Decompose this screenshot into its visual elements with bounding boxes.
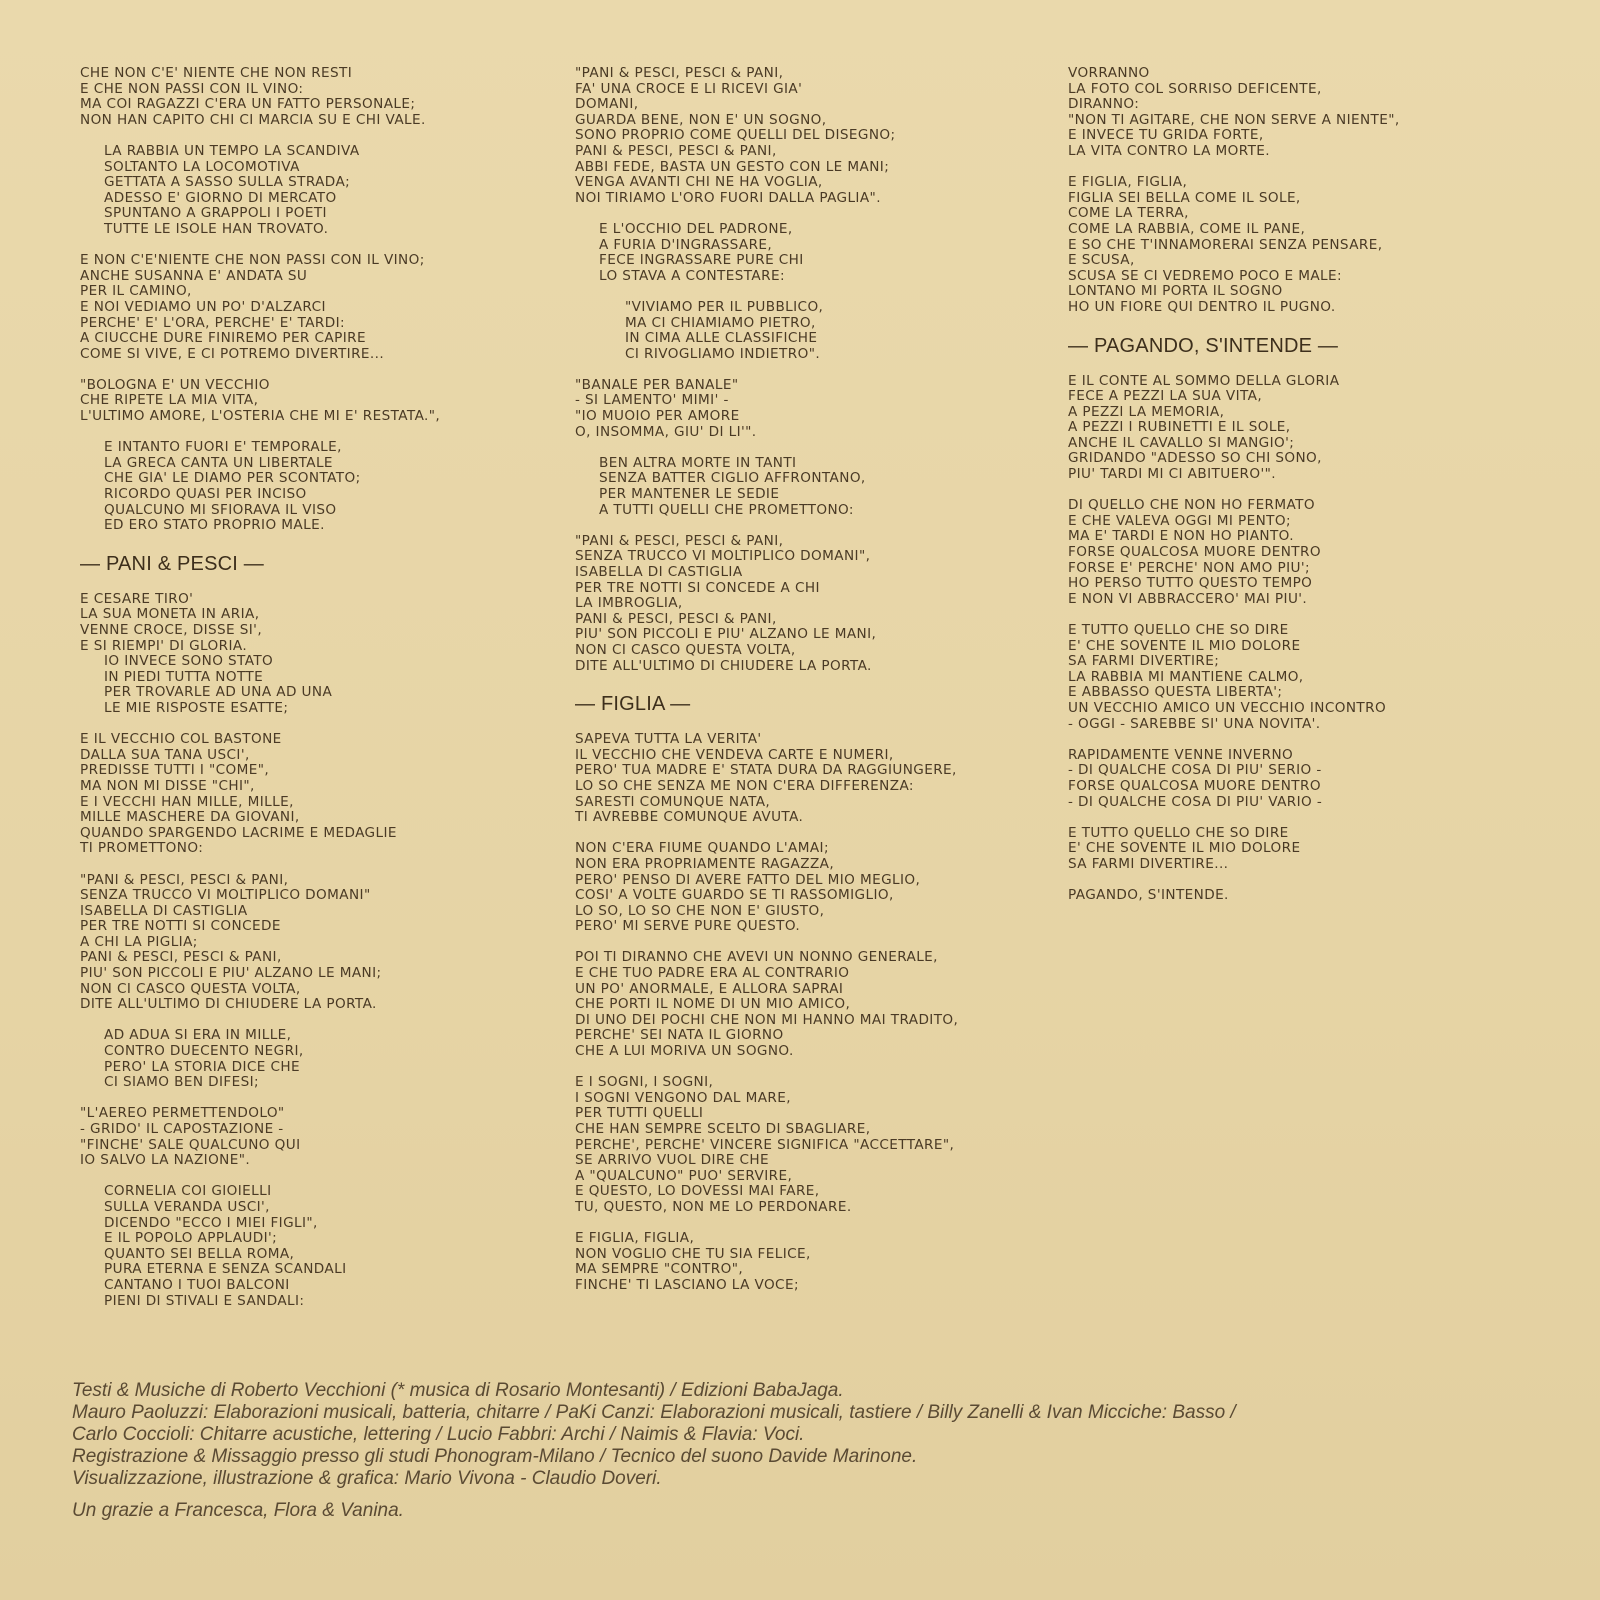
lyric-line: FECE INGRASSARE PURE CHI: [599, 252, 804, 269]
lyric-line: - SI LAMENTO' MIMI' -: [575, 392, 729, 409]
lyric-line: TI AVREBBE COMUNQUE AVUTA.: [575, 809, 804, 826]
lyric-line: SE ARRIVO VUOL DIRE CHE: [575, 1152, 769, 1169]
lyric-line: PERO' LA STORIA DICE CHE: [104, 1058, 300, 1075]
stanza: [575, 222, 1035, 284]
lyric-line: NON CI CASCO QUESTA VOLTA,: [80, 980, 301, 997]
lyric-line: "PANI & PESCI, PESCI & PANI,: [575, 532, 784, 549]
stanza: [575, 1075, 1035, 1215]
lyric-line: E NOI VEDIAMO UN PO' D'ALZARCI: [80, 298, 326, 315]
lyric-line: E SCUSA,: [1068, 252, 1135, 269]
lyric-line: "VIVIAMO PER IL PUBBLICO,: [625, 298, 824, 315]
lyric-line: SOLTANTO LA LOCOMOTIVA: [104, 158, 300, 175]
stanza: [1068, 888, 1548, 904]
lyric-line: MA SEMPRE "CONTRO",: [575, 1261, 744, 1278]
stanza: [80, 253, 550, 362]
lyric-line: E TUTTO QUELLO CHE SO DIRE: [1068, 824, 1289, 841]
stanza: [80, 873, 550, 1013]
lyric-line: CHE GIA' LE DIAMO PER SCONTATO;: [104, 470, 361, 487]
stanza: [1068, 175, 1548, 315]
lyric-line: PANI & PESCI, PESCI & PANI,: [575, 142, 777, 159]
lyric-line: SCUSA SE CI VEDREMO POCO E MALE:: [1068, 267, 1342, 284]
stanza: [80, 144, 550, 238]
lyric-line: CI RIVOGLIAMO INDIETRO".: [625, 345, 821, 362]
lyric-line: LA GRECA CANTA UN LIBERTALE: [104, 454, 333, 471]
lyric-line: UN PO' ANORMALE, E ALLORA SAPRAI: [575, 980, 844, 997]
lyric-line: SULLA VERANDA USCI',: [104, 1198, 270, 1215]
lyric-line: ADESSO E' GIORNO DI MERCATO: [104, 189, 337, 206]
stanza: [80, 1028, 550, 1090]
lyric-line: LA RABBIA UN TEMPO LA SCANDIVA: [104, 142, 360, 159]
lyric-line: PIU' SON PICCOLI E PIU' ALZANO LE MANI,: [575, 626, 877, 643]
lyric-line: A CIUCCHE DURE FINIREMO PER CAPIRE: [80, 330, 366, 347]
lyric-line: ED ERO STATO PROPRIO MALE.: [104, 517, 325, 534]
stanza: [80, 732, 550, 857]
lyric-line: SENZA TRUCCO VI MOLTIPLICO DOMANI": [80, 887, 371, 904]
lyric-line: O, INSOMMA, GIU' DI LI'".: [575, 423, 757, 440]
lyric-line: "BANALE PER BANALE": [575, 376, 739, 393]
lyric-line: PER TROVARLE AD UNA AD UNA: [104, 684, 333, 701]
lyric-line: HO UN FIORE QUI DENTRO IL PUGNO.: [1068, 298, 1336, 315]
lyric-line: E FIGLIA, FIGLIA,: [575, 1230, 695, 1247]
lyric-line: UN VECCHIO AMICO UN VECCHIO INCONTRO: [1068, 699, 1387, 716]
lyric-line: PERCHE', PERCHE' VINCERE SIGNIFICA "ACCETTARE",: [575, 1136, 955, 1153]
stanza: [575, 1231, 1035, 1293]
lyric-line: PERO' TUA MADRE E' STATA DURA DA RAGGIUNGERE,: [575, 762, 957, 779]
lyric-line: PERCHE' SEI NATA IL GIORNO: [575, 1027, 784, 1044]
lyric-line: PER TRE NOTTI SI CONCEDE: [80, 918, 281, 935]
lyric-line: BEN ALTRA MORTE IN TANTI: [599, 454, 797, 471]
lyric-line: COME LA RABBIA, COME IL PANE,: [1068, 220, 1306, 237]
lyric-line: CI SIAMO BEN DIFESI;: [104, 1074, 260, 1091]
lyric-line: PURA ETERNA E SENZA SCANDALI: [104, 1261, 347, 1278]
lyric-line: DIRANNO:: [1068, 96, 1140, 113]
lyric-line: DALLA SUA TANA USCI',: [80, 746, 250, 763]
lyric-line: HO PERSO TUTTO QUESTO TEMPO: [1068, 575, 1313, 592]
lyric-line: FA' UNA CROCE E LI RICEVI GIA': [575, 80, 803, 97]
lyric-line: LO SO CHE SENZA ME NON C'ERA DIFFERENZA:: [575, 777, 914, 794]
lyric-line: "L'AEREO PERMETTENDOLO": [80, 1105, 285, 1122]
lyric-line: NON HAN CAPITO CHI CI MARCIA SU E CHI VALE.: [80, 111, 426, 128]
lyric-line: E' CHE SOVENTE IL MIO DOLORE: [1068, 840, 1301, 857]
lyric-line: FECE A PEZZI LA SUA VITA,: [1068, 388, 1263, 405]
lyric-line: FORSE QUALCOSA MUORE DENTRO: [1068, 544, 1321, 561]
lyric-line: A TUTTI QUELLI CHE PROMETTONO:: [599, 501, 854, 518]
lyric-line: GRIDANDO "ADESSO SO CHI SONO,: [1068, 450, 1322, 467]
lyric-line: POI TI DIRANNO CHE AVEVI UN NONNO GENERALE,: [575, 949, 938, 966]
lyric-line: E FIGLIA, FIGLIA,: [1068, 174, 1188, 191]
lyrics-column-2: [575, 66, 1035, 1309]
stanza: [575, 456, 1035, 518]
lyric-line: NON VOGLIO CHE TU SIA FELICE,: [575, 1245, 811, 1262]
lyric-line: MA CI CHIAMIAMO PIETRO,: [625, 314, 816, 331]
lyric-line: QUANTO SEI BELLA ROMA,: [104, 1245, 295, 1262]
lyric-line: IN PIEDI TUTTA NOTTE: [104, 668, 264, 685]
lyric-line: GETTATA A SASSO SULLA STRADA;: [104, 174, 351, 191]
lyric-line: - GRIDO' IL CAPOSTAZIONE -: [80, 1121, 284, 1137]
lyric-line: E CHE NON PASSI CON IL VINO:: [80, 80, 304, 97]
lyric-line: "FINCHE' SALE QUALCUNO QUI: [80, 1136, 301, 1153]
lyrics-column-1: [80, 66, 550, 1325]
lyric-line: CHE PORTI IL NOME DI UN MIO AMICO,: [575, 996, 851, 1013]
lyric-line: SARESTI COMUNQUE NATA,: [575, 793, 771, 810]
lyric-line: IN CIMA ALLE CLASSIFICHE: [625, 330, 818, 347]
lyric-line: COME LA TERRA,: [1068, 205, 1189, 222]
lyric-line: "IO MUOIO PER AMORE: [575, 408, 740, 425]
lyric-line: PERCHE' E' L'ORA, PERCHE' E' TARDI:: [80, 314, 346, 331]
lyric-line: PANI & PESCI, PESCI & PANI,: [80, 949, 282, 966]
lyric-line: E L'OCCHIO DEL PADRONE,: [599, 220, 793, 237]
lyric-line: ISABELLA DI CASTIGLIA: [575, 564, 743, 580]
lyric-line: COSI' A VOLTE GUARDO SE TI RASSOMIGLIO,: [575, 887, 894, 904]
lyric-line: SENZA TRUCCO VI MOLTIPLICO DOMANI",: [575, 548, 871, 565]
lyric-line: DITE ALL'ULTIMO DI CHIUDERE LA PORTA.: [80, 996, 377, 1013]
lyric-line: E IL CONTE AL SOMMO DELLA GLORIA: [1068, 372, 1340, 389]
lyric-line: CHE HAN SEMPRE SCELTO DI SBAGLIARE,: [575, 1121, 871, 1137]
stanza: [1068, 623, 1548, 732]
lyric-line: E I SOGNI, I SOGNI,: [575, 1074, 714, 1091]
lyric-line: GUARDA BENE, NON E' UN SOGNO,: [575, 111, 827, 128]
lyric-line: CHE NON C'E' NIENTE CHE NON RESTI: [80, 65, 353, 81]
stanza: [575, 378, 1035, 440]
lyric-line: "NON TI AGITARE, CHE NON SERVE A NIENTE",: [1068, 111, 1400, 128]
lyric-line: PER TUTTI QUELLI: [575, 1105, 704, 1122]
lyric-line: SAPEVA TUTTA LA VERITA': [575, 731, 762, 748]
stanza: [575, 534, 1035, 674]
lyric-line: LO STAVA A CONTESTARE:: [599, 267, 785, 284]
lyric-line: CHE RIPETE LA MIA VITA,: [80, 392, 259, 409]
lyric-line: MILLE MASCHERE DA GIOVANI,: [80, 809, 300, 826]
lyric-line: MA E' TARDI E NON HO PIANTO.: [1068, 528, 1294, 545]
lyric-line: QUANDO SPARGENDO LACRIME E MEDAGLIE: [80, 824, 397, 841]
lyric-line: LA RABBIA MI MANTIENE CALMO,: [1068, 668, 1304, 685]
lyric-line: "BOLOGNA E' UN VECCHIO: [80, 376, 270, 393]
lyric-line: VENGA AVANTI CHI NE HA VOGLIA,: [575, 174, 823, 191]
credits-line: Visualizzazione, illustrazione & grafica: Mario Vivona - Claudio Doveri.: [72, 1468, 662, 1489]
credits-thanks: Un grazie a Francesca, Flora & Vanina.: [72, 1500, 404, 1521]
lyric-line: LA FOTO COL SORRISO DEFICENTE,: [1068, 80, 1322, 97]
lyric-line: LA SUA MONETA IN ARIA,: [80, 606, 260, 623]
lyric-line: QUALCUNO MI SFIORAVA IL VISO: [104, 501, 337, 518]
lyric-line: E INVECE TU GRIDA FORTE,: [1068, 127, 1264, 144]
lyric-line: - DI QUALCHE COSA DI PIU' VARIO -: [1068, 793, 1323, 810]
lyric-line: "PANI & PESCI, PESCI & PANI,: [80, 871, 289, 888]
stanza: [1068, 826, 1548, 873]
stanza: [80, 66, 550, 128]
credits-line: Carlo Coccioli: Chitarre acustiche, lettering / Lucio Fabbri: Archi / Naimis & Flavia: Voci.: [72, 1424, 805, 1445]
lyric-line: PIENI DI STIVALI E SANDALI:: [104, 1292, 305, 1309]
lyric-line: IO INVECE SONO STATO: [104, 653, 274, 670]
stanza: [575, 950, 1035, 1059]
lyric-line: E I VECCHI HAN MILLE, MILLE,: [80, 793, 294, 810]
song-title: — FIGLIA —: [575, 693, 691, 716]
lyric-line: FORSE QUALCOSA MUORE DENTRO: [1068, 777, 1321, 794]
lyric-line: E CHE TUO PADRE ERA AL CONTRARIO: [575, 965, 850, 982]
lyric-line: PIU' SON PICCOLI E PIU' ALZANO LE MANI;: [80, 965, 382, 982]
stanza: [1068, 748, 1548, 810]
lyric-line: A CHI LA PIGLIA;: [80, 933, 198, 950]
credits-line: Mauro Paoluzzi: Elaborazioni musicali, batteria, chitarre / PaKi Canzi: Elaborazioni musicali, tastiere / Billy Zanelli & Ivan Micciche: Basso /: [72, 1402, 1236, 1423]
lyric-line: LONTANO MI PORTA IL SOGNO: [1068, 283, 1283, 300]
lyric-line: DI QUELLO CHE NON HO FERMATO: [1068, 497, 1315, 514]
lyric-line: VORRANNO: [1068, 65, 1150, 81]
lyric-line: A PEZZI LA MEMORIA,: [1068, 403, 1225, 420]
lyrics-column-3: [1068, 66, 1548, 919]
lyric-line: LE MIE RISPOSTE ESATTE;: [104, 699, 289, 716]
lyric-line: CONTRO DUECENTO NEGRI,: [104, 1043, 304, 1060]
lyric-line: E IL POPOLO APPLAUDI';: [104, 1230, 278, 1247]
lyric-line: E IL VECCHIO COL BASTONE: [80, 731, 282, 748]
lyric-line: L'ULTIMO AMORE, L'OSTERIA CHE MI E' RESTATA.",: [80, 408, 441, 425]
lyric-line: FIGLIA SEI BELLA COME IL SOLE,: [1068, 189, 1301, 206]
lyric-line: NON C'ERA FIUME QUANDO L'AMAI;: [575, 840, 829, 857]
stanza: [80, 440, 550, 534]
lyric-line: CHE A LUI MORIVA UN SOGNO.: [575, 1043, 794, 1060]
lyric-line: IO SALVO LA NAZIONE".: [80, 1152, 251, 1169]
lyric-line: ISABELLA DI CASTIGLIA: [80, 902, 248, 919]
lyric-line: PER IL CAMINO,: [80, 283, 192, 300]
lyric-line: CANTANO I TUOI BALCONI: [104, 1276, 290, 1293]
lyric-line: LA IMBROGLIA,: [575, 595, 683, 612]
lyric-line: LA VITA CONTRO LA MORTE.: [1068, 142, 1271, 159]
lyric-line: VENNE CROCE, DISSE SI',: [80, 622, 263, 638]
lyric-line: SA FARMI DIVERTIRE...: [1068, 855, 1229, 872]
lyric-line: E' CHE SOVENTE IL MIO DOLORE: [1068, 637, 1301, 654]
lyric-line: SPUNTANO A GRAPPOLI I POETI: [104, 205, 327, 222]
lyric-line: TUTTE LE ISOLE HAN TROVATO.: [104, 220, 329, 237]
lyric-line: E NON C'E'NIENTE CHE NON PASSI CON IL VINO;: [80, 252, 425, 269]
stanza: [1068, 374, 1548, 483]
stanza: [1068, 66, 1548, 160]
lyric-line: DITE ALL'ULTIMO DI CHIUDERE LA PORTA.: [575, 657, 872, 674]
lyric-line: FINCHE' TI LASCIANO LA VOCE;: [575, 1276, 799, 1293]
lyric-line: RICORDO QUASI PER INCISO: [104, 486, 307, 503]
lyric-line: SENZA BATTER CIGLIO AFFRONTANO,: [599, 470, 866, 487]
lyric-line: MA NON MI DISSE "CHI",: [80, 777, 255, 794]
lyric-line: DI UNO DEI POCHI CHE NON MI HANNO MAI TRADITO,: [575, 1011, 959, 1028]
lyric-line: ANCHE IL CAVALLO SI MANGIO';: [1068, 434, 1295, 451]
stanza: [575, 66, 1035, 206]
lyric-line: PAGANDO, S'INTENDE.: [1068, 887, 1229, 904]
lyric-line: PER TRE NOTTI SI CONCEDE A CHI: [575, 579, 820, 596]
lyric-line: COME SI VIVE, E CI POTREMO DIVERTIRE...: [80, 345, 385, 362]
lyric-line: ABBI FEDE, BASTA UN GESTO CON LE MANI;: [575, 158, 890, 175]
stanza: [575, 300, 1035, 362]
lyric-line: FORSE E' PERCHE' NON AMO PIU';: [1068, 559, 1310, 576]
lyric-line: PIU' TARDI MI CI ABITUERO'".: [1068, 466, 1277, 483]
lyric-line: NON ERA PROPRIAMENTE RAGAZZA,: [575, 855, 835, 872]
lyric-line: E SI RIEMPI' DI GLORIA.: [80, 637, 248, 654]
stanza: [80, 592, 550, 654]
stanza: [80, 1184, 550, 1309]
stanza: [80, 378, 550, 425]
song-title: — PANI & PESCI —: [80, 552, 264, 575]
lyric-line: PER MANTENER LE SEDIE: [599, 486, 780, 503]
lyric-line: E NON VI ABBRACCERO' MAI PIU'.: [1068, 590, 1308, 607]
credits-line: Registrazione & Missaggio presso gli studi Phonogram-Milano / Tecnico del suono Davide Marinone.: [72, 1446, 918, 1467]
lyric-line: E QUESTO, LO DOVESSI MAI FARE,: [575, 1183, 820, 1200]
lyric-line: A "QUALCUNO" PUO' SERVIRE,: [575, 1167, 793, 1184]
lyric-line: LO SO, LO SO CHE NON E' GIUSTO,: [575, 902, 825, 919]
lyric-line: TU, QUESTO, NON ME LO PERDONARE.: [575, 1198, 852, 1215]
lyric-line: RAPIDAMENTE VENNE INVERNO: [1068, 746, 1294, 763]
stanza: [1068, 498, 1548, 607]
lyric-line: "PANI & PESCI, PESCI & PANI,: [575, 65, 784, 81]
stanza: [80, 654, 550, 716]
lyric-line: E ABBASSO QUESTA LIBERTA';: [1068, 684, 1283, 701]
lyric-line: MA COI RAGAZZI C'ERA UN FATTO PERSONALE;: [80, 96, 416, 113]
lyric-line: AD ADUA SI ERA IN MILLE,: [104, 1027, 292, 1044]
lyric-line: E INTANTO FUORI E' TEMPORALE,: [104, 439, 342, 456]
stanza: [575, 732, 1035, 826]
lyric-line: PANI & PESCI, PESCI & PANI,: [575, 610, 777, 627]
stanza: [80, 1106, 550, 1168]
lyric-line: SA FARMI DIVERTIRE;: [1068, 653, 1220, 670]
lyric-line: E CHE VALEVA OGGI MI PENTO;: [1068, 512, 1291, 529]
lyric-line: PERO' MI SERVE PURE QUESTO.: [575, 918, 801, 935]
lyric-line: E TUTTO QUELLO CHE SO DIRE: [1068, 622, 1289, 638]
lyric-line: A PEZZI I RUBINETTI E IL SOLE,: [1068, 419, 1291, 436]
stanza: [575, 841, 1035, 935]
lyric-line: E CESARE TIRO': [80, 590, 194, 607]
lyric-line: IL VECCHIO CHE VENDEVA CARTE E NUMERI,: [575, 746, 894, 763]
lyric-line: PREDISSE TUTTI I "COME",: [80, 762, 270, 779]
lyric-line: - DI QUALCHE COSA DI PIU' SERIO -: [1068, 762, 1322, 779]
lyric-line: NON CI CASCO QUESTA VOLTA,: [575, 641, 796, 658]
lyric-line: CORNELIA COI GIOIELLI: [104, 1183, 272, 1200]
lyric-line: DICENDO "ECCO I MIEI FIGLI",: [104, 1214, 318, 1231]
lyric-line: A FURIA D'INGRASSARE,: [599, 236, 773, 253]
credits-line: Testi & Musiche di Roberto Vecchioni (* musica di Rosario Montesanti) / Edizioni BabaJaga.: [72, 1380, 844, 1401]
credits-block: [72, 1380, 1552, 1522]
lyric-line: PERO' PENSO DI AVERE FATTO DEL MIO MEGLIO,: [575, 871, 921, 888]
lyric-line: - OGGI - SAREBBE SI' UNA NOVITA'.: [1068, 715, 1321, 732]
lyric-line: E SO CHE T'INNAMORERAI SENZA PENSARE,: [1068, 236, 1383, 253]
lyric-line: TI PROMETTONO:: [80, 840, 204, 857]
lyric-line: ANCHE SUSANNA E' ANDATA SU: [80, 267, 308, 284]
lyric-line: SONO PROPRIO COME QUELLI DEL DISEGNO;: [575, 127, 896, 144]
lyric-line: DOMANI,: [575, 96, 639, 113]
lyric-line: I SOGNI VENGONO DAL MARE,: [575, 1089, 791, 1106]
song-title: — PAGANDO, S'INTENDE —: [1068, 334, 1339, 357]
lyric-line: NOI TIRIAMO L'ORO FUORI DALLA PAGLIA".: [575, 189, 881, 206]
